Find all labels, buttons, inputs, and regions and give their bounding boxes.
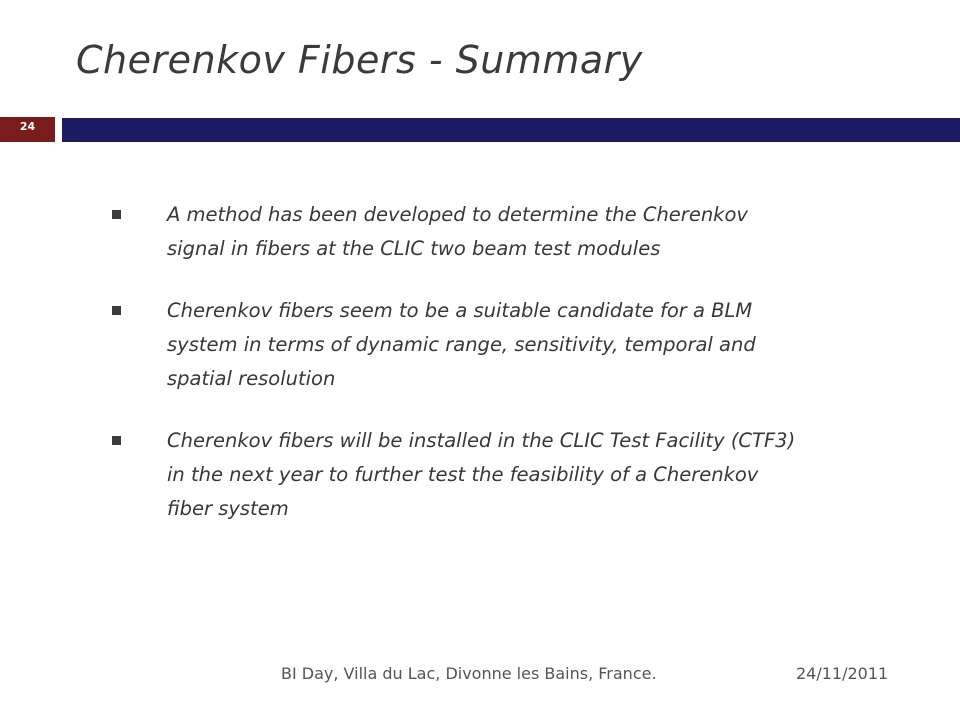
bullet-item [108,424,808,526]
title-underline-bar [62,118,960,142]
square-bullet-icon [112,306,121,315]
footer-venue: BI Day, Villa du Lac, Divonne les Bains, France. [281,664,657,683]
footer-date: 24/11/2011 [796,664,889,683]
slide-title: Cherenkov Fibers - Summary [76,38,643,82]
bullet-item [108,198,808,266]
slide-number-badge: 24 [0,117,55,142]
square-bullet-icon [112,210,121,219]
square-bullet-icon [112,436,121,445]
bullet-text: Cherenkov fibers seem to be a suitable candidate for a BLM system in terms of dynamic range, sensitivity, temporal and spatial resolution [167,299,756,390]
bullet-item [108,294,808,396]
bullet-text: Cherenkov fibers will be installed in the CLIC Test Facility (CTF3) in the next year to further test the feasibility of a Cherenkov fiber system [167,429,796,520]
bullet-list [108,198,808,554]
bullet-text: A method has been developed to determine the Cherenkov signal in fibers at the CLIC two beam test modules [167,203,748,260]
